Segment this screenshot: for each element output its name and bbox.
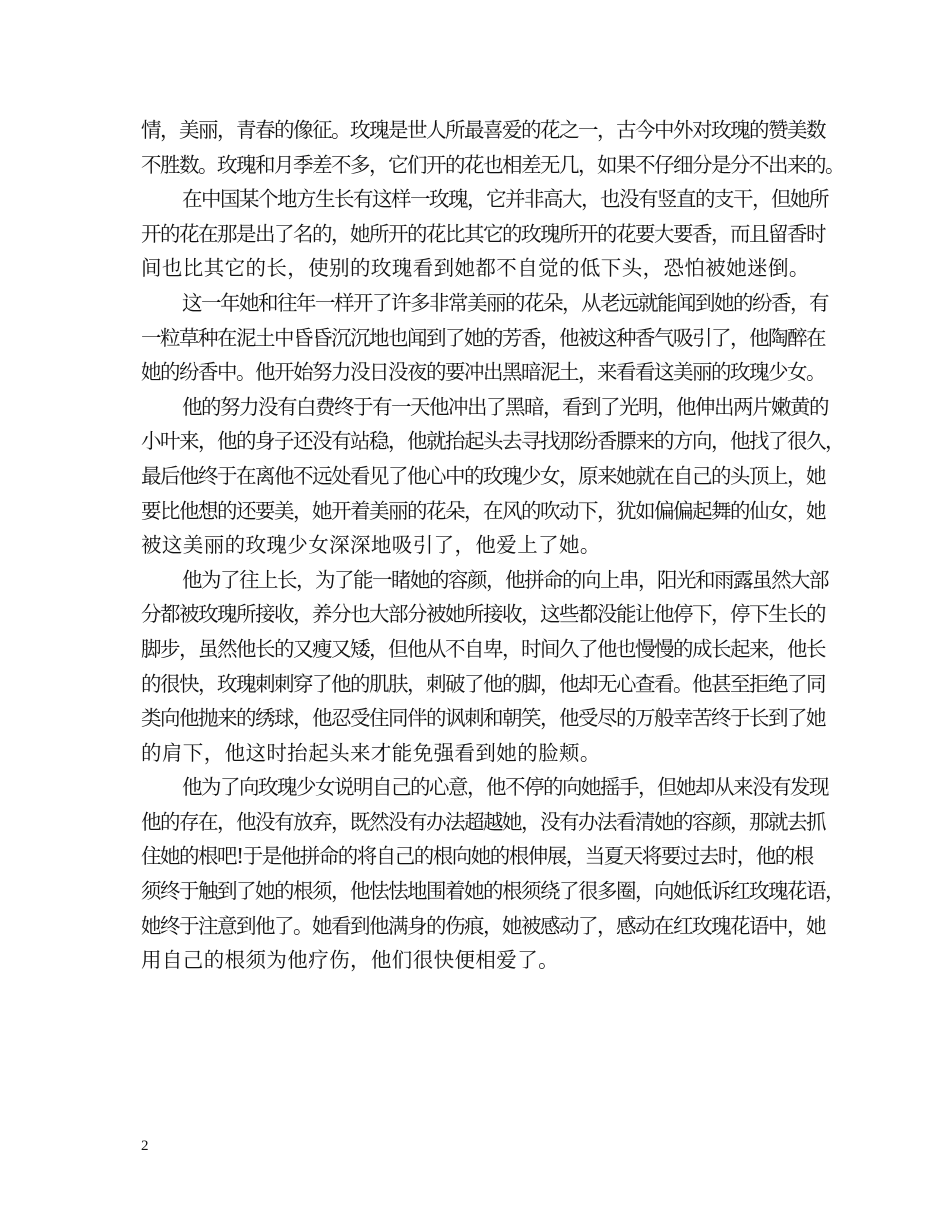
text-line: 脚步，虽然他长的又瘦又矮，但他从不自卑，时间久了他也慢慢的成长起来，他长 xyxy=(141,636,825,661)
text-line: 最后他终于在离他不远处看见了他心中的玫瑰少女，原来她就在自己的头顶上，她 xyxy=(141,463,825,488)
text-line: 她终于注意到他了。她看到他满身的伤痕，她被感动了，感动在红玫瑰花语中，她 xyxy=(141,913,825,938)
text-line: 要比他想的还要美，她开着美丽的花朵，在风的吹动下，犹如偏偏起舞的仙女，她 xyxy=(141,498,825,523)
text-line: 他为了向玫瑰少女说明自己的心意，他不停的向她摇手，但她却从来没有发现 xyxy=(182,775,828,800)
text-line: 小叶来，他的身子还没有站稳，他就抬起头去寻找那纷香膘来的方向，他找了很久， xyxy=(141,429,844,454)
body-text xyxy=(141,113,844,978)
text-line: 这一年她和往年一样开了许多非常美丽的花朵，从老远就能闻到她的纷香，有 xyxy=(182,290,828,315)
paragraph xyxy=(141,390,844,563)
paragraph xyxy=(141,563,828,771)
text-line: 的很快，玫瑰刺刺穿了他的肌肤，刺破了他的脚，他却无心查看。他甚至拒绝了同 xyxy=(141,671,825,696)
text-line: 不胜数。玫瑰和月季差不多，它们开的花也相差无几，如果不仔细分是分不出来的。 xyxy=(141,152,844,177)
text-line: 须终于触到了她的根须，他怯怯地围着她的根须绕了很多圈，向她低诉红玫瑰花语， xyxy=(141,879,844,904)
text-line: 她的纷香中。他开始努力没日没夜的要冲出黑暗泥土，来看看这美丽的玫瑰少女。 xyxy=(141,360,825,385)
text-line: 被这美丽的玫瑰少女深深地吸引了，他爱上了她。 xyxy=(141,533,601,558)
paragraph xyxy=(141,770,844,978)
text-line: 一粒草种在泥土中昏昏沉沉地也闻到了她的芳香，他被这种香气吸引了，他陶醉在 xyxy=(141,325,825,350)
text-line: 分都被玫瑰所接收，养分也大部分被她所接收，这些都没能让他停下，停下生长的 xyxy=(141,602,825,627)
text-line: 住她的根吧!于是他拼命的将自己的根向她的根伸展，当夏天将要过去时，他的根 xyxy=(141,844,813,869)
text-line: 用自己的根须为他疗伤，他们很快便相爱了。 xyxy=(141,948,559,973)
page-number: 2 xyxy=(141,1138,149,1154)
text-line: 情，美丽，青春的像征。玫瑰是世人所最喜爱的花之一，古今中外对玫瑰的赞美数 xyxy=(141,118,825,142)
text-line: 类向他抛来的绣球，他忍受住同伴的讽刺和朝笑，他受尽的万般幸苦终于长到了她 xyxy=(141,706,825,731)
text-line: 他为了往上长，为了能一睹她的容颜，他拼命的向上串，阳光和雨露虽然大部 xyxy=(182,567,828,592)
paragraph xyxy=(141,182,828,286)
text-line: 的肩下，他这时抬起头来才能免强看到她的脸颊。 xyxy=(141,740,601,765)
text-line: 他的存在，他没有放弃，既然没有办法超越她，没有办法看清她的容颜，那就去抓 xyxy=(141,809,825,834)
text-line: 他的努力没有白费终于有一天他冲出了黑暗，看到了光明，他伸出两片嫩黄的 xyxy=(182,394,828,419)
paragraph xyxy=(141,286,828,390)
paragraph xyxy=(141,113,844,182)
text-line: 在中国某个地方生长有这样一玫瑰，它并非高大，也没有竖直的支干，但她所 xyxy=(182,187,828,212)
text-line: 开的花在那是出了名的，她所开的花比其它的玫瑰所开的花要大要香，而且留香时 xyxy=(141,221,825,246)
text-line: 间也比其它的长，使别的玫瑰看到她都不自觉的低下头，恐怕被她迷倒。 xyxy=(141,256,810,281)
